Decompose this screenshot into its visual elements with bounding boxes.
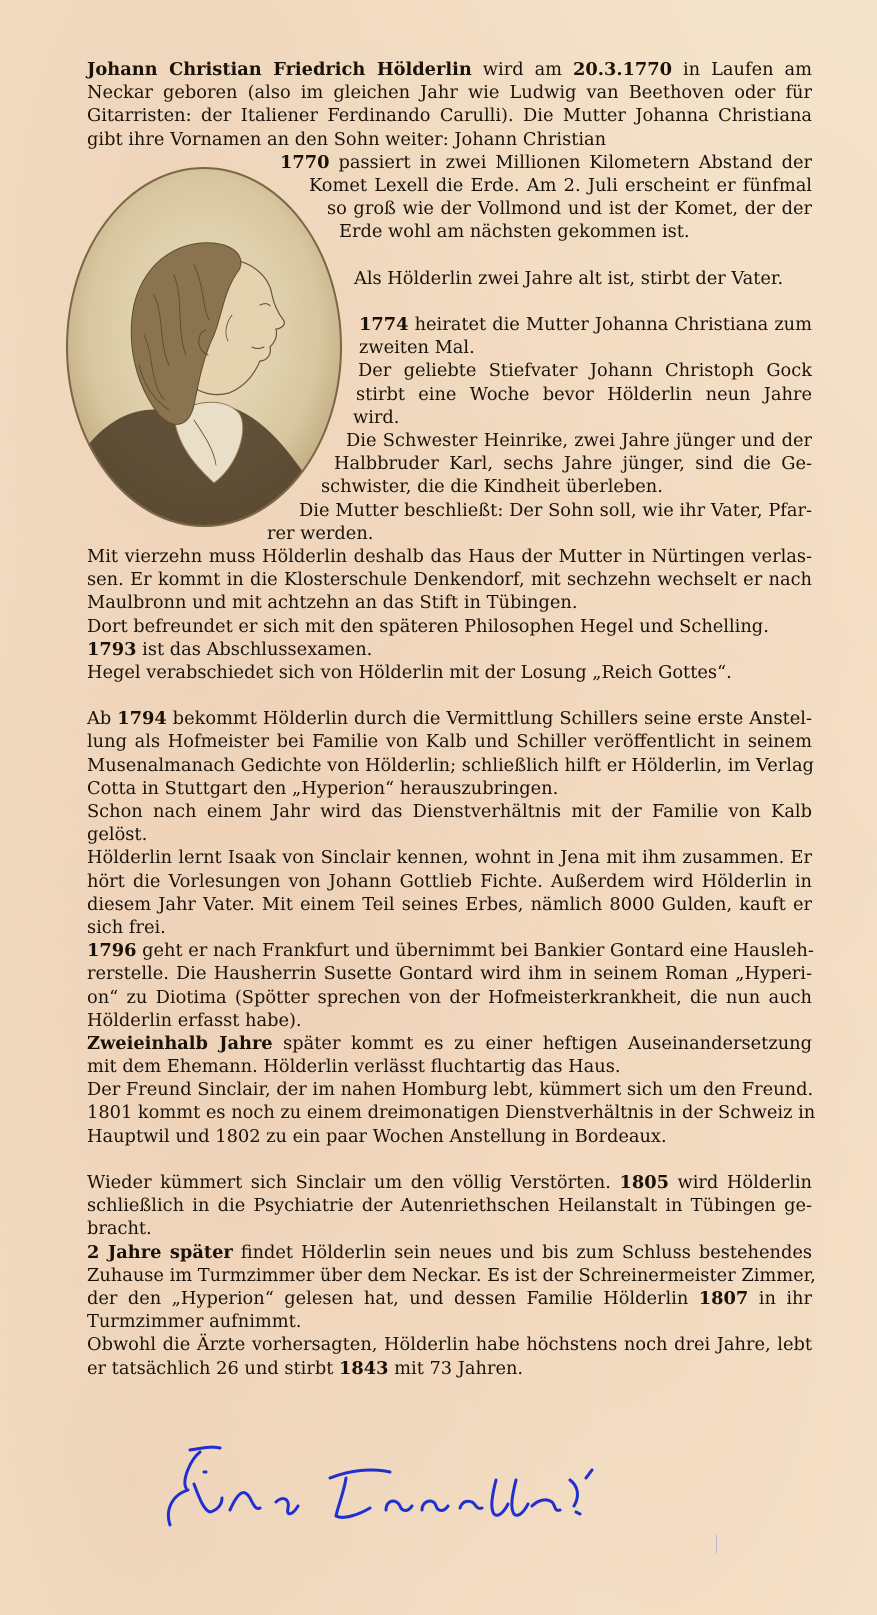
comet-line-1: 1770 passiert in zwei Millionen Kilometern Abstand der bbox=[280, 151, 812, 173]
exam-year: 1793 bbox=[87, 638, 137, 660]
schiller-line-1: Ab 1794 bekommt Hölderlin durch die Vermittlung Schillers seine erste Anstel- bbox=[87, 708, 812, 730]
intro-line-2: Neckar geboren (also im gleichen Jahr wie Ludwig van Beethoven oder für bbox=[87, 82, 812, 104]
tower-line-3: bracht. bbox=[87, 1218, 152, 1240]
frankfurt-line-9: Hauptwil und 1802 zu ein paar Wochen Anstellung in Bordeaux. bbox=[87, 1125, 667, 1147]
comet-line-3: so groß wie der Vollmond und ist der Komet, der der bbox=[327, 198, 812, 220]
tower-line-5: Zuhause im Turmzimmer über dem Neckar. Es ist der Schreinermeister Zimmer, bbox=[87, 1264, 816, 1286]
two-years-later: 2 Jahre später bbox=[87, 1241, 233, 1263]
year-1807: 1807 bbox=[698, 1287, 749, 1309]
remarriage-line-1: 1774 heiratet die Mutter Johanna Christiana zum bbox=[359, 314, 812, 336]
schiller-year: 1794 bbox=[117, 708, 167, 730]
tower-line-9: er tatsächlich 26 und stirbt 1843 mit 73 Jahren. bbox=[87, 1357, 524, 1379]
frankfurt-line-7: Der Freund Sinclair, der im nahen Homburg lebt, kümmert sich um den Freund. bbox=[87, 1079, 814, 1101]
comet-year: 1770 bbox=[280, 151, 330, 173]
intro-line-3: Gitarristen: der Italiener Ferdinando Carulli). Die Mutter Johanna Christiana bbox=[87, 105, 812, 127]
father-line: Als Hölderlin zwei Jahre alt ist, stirbt der Vater. bbox=[354, 267, 784, 289]
remarriage-line-9: Die Mutter beschließt: Der Sohn soll, wie ihr Vater, Pfar- bbox=[299, 499, 812, 521]
remarriage-year: 1774 bbox=[359, 314, 409, 336]
remarriage-line-10: rer werden. bbox=[267, 522, 374, 544]
frankfurt-line-3: on“ zu Diotima (Spötter sprechen von der Hofmeisterkrankheit, die nun auch bbox=[87, 986, 812, 1008]
school-line-5: 1793 ist das Abschlussexamen. bbox=[87, 638, 373, 660]
schiller-line-5: Schon nach einem Jahr wird das Dienstverhältnis mit der Familie von Kalb bbox=[87, 801, 812, 822]
schiller-line-9: diesem Jahr Vater. Mit einem Teil seines Erbes, nämlich 8000 Gulden, kauft er bbox=[87, 893, 812, 915]
frankfurt-line-1: 1796 geht er nach Frankfurt und übernimmt bei Bankier Gontard eine Hausleh- bbox=[87, 940, 814, 962]
handwritten-signature bbox=[160, 1440, 690, 1560]
biography-text bbox=[87, 58, 816, 1380]
school-line-3: Maulbronn und mit achtzehn an das Stift in Tübingen. bbox=[87, 592, 578, 614]
frankfurt-line-8: 1801 kommt es noch zu einem dreimonatigen Dienstverhältnis in der Schweiz in bbox=[87, 1102, 816, 1124]
year-1843: 1843 bbox=[339, 1357, 389, 1379]
birth-date: 20.3.1770 bbox=[573, 59, 673, 80]
remarriage-line-4: stirbt eine Woche bevor Hölderlin neun Jahre bbox=[356, 383, 812, 405]
school-line-4: Dort befreundet er sich mit den späteren Philosophen Hegel und Schelling. bbox=[87, 615, 769, 637]
school-line-2: sen. Er kommt in die Klosterschule Denkendorf, mit sechzehn wechselt er nach bbox=[87, 569, 812, 591]
schiller-line-7: Hölderlin lernt Isaak von Sinclair kennen, wohnt in Jena mit ihm zusammen. Er bbox=[87, 847, 812, 869]
remarriage-line-5: wird. bbox=[353, 406, 400, 428]
school-line-1: Mit vierzehn muss Hölderlin deshalb das Haus der Mutter in Nürtingen verlas- bbox=[87, 545, 812, 567]
tower-line-2: schließlich in die Psychiatrie der Autenriethschen Heilanstalt in Tübingen ge- bbox=[87, 1195, 812, 1217]
remarriage-line-2: zweiten Mal. bbox=[359, 337, 475, 359]
remarriage-line-6: Die Schwester Heinrike, zwei Jahre jünger und der bbox=[346, 430, 812, 451]
pen-mark bbox=[716, 1535, 717, 1553]
hoelderlin-name: Johann Christian Friedrich Hölderlin bbox=[87, 59, 472, 80]
schiller-line-6: gelöst. bbox=[87, 824, 148, 846]
frankfurt-line-6: mit dem Ehemann. Hölderlin verlässt fluchtartig das Haus. bbox=[87, 1056, 621, 1078]
frankfurt-line-2: rerstelle. Die Hausherrin Susette Gontard wird ihm in seinem Roman „Hyperi- bbox=[87, 963, 812, 985]
year-1805: 1805 bbox=[619, 1172, 669, 1193]
frankfurt-year: 1796 bbox=[87, 940, 137, 962]
frankfurt-line-4: Hölderlin erfasst habe). bbox=[87, 1009, 302, 1031]
comet-line-4: Erde wohl am nächsten gekommen ist. bbox=[339, 221, 690, 243]
tower-line-4: 2 Jahre später findet Hölderlin sein neues und bis zum Schluss bestehendes bbox=[87, 1241, 812, 1263]
tower-line-6: der den „Hyperion“ gelesen hat, und dessen Familie Hölderlin 1807 in ihr bbox=[87, 1287, 812, 1309]
remarriage-line-3: Der geliebte Stiefvater Johann Christoph Gock bbox=[358, 360, 812, 382]
remarriage-line-8: schwister, die die Kindheit überleben. bbox=[321, 476, 663, 498]
schiller-line-3: Musenalmanach Gedichte von Hölderlin; schließlich hilft er Hölderlin, im Verlag bbox=[87, 754, 814, 776]
school-line-6: Hegel verabschiedet sich von Hölderlin mit der Losung „Reich Gottes“. bbox=[87, 661, 732, 683]
schiller-line-10: sich frei. bbox=[87, 916, 166, 938]
comet-line-2: Komet Lexell die Erde. Am 2. Juli erscheint er fünfmal bbox=[309, 174, 812, 196]
tower-line-8: Obwohl die Ärzte vorhersagten, Hölderlin habe höchstens noch drei Jahre, lebt bbox=[87, 1334, 812, 1356]
intro-line-4: gibt ihre Vornamen an den Sohn weiter: Johann Christian bbox=[87, 128, 607, 150]
two-half-years: Zweieinhalb Jahre bbox=[87, 1032, 273, 1054]
schiller-line-2: lung als Hofmeister bei Familie von Kalb und Schiller veröffentlicht in seinem bbox=[87, 731, 812, 753]
tower-line-1: Wieder kümmert sich Sinclair um den völlig Verstörten. 1805 wird Hölderlin bbox=[87, 1172, 812, 1193]
frankfurt-line-5: Zweieinhalb Jahre später kommt es zu einer heftigen Auseinandersetzung bbox=[87, 1032, 812, 1054]
tower-line-7: Turmzimmer aufnimmt. bbox=[87, 1311, 302, 1333]
schiller-line-4: Cotta in Stuttgart den „Hyperion“ herauszubringen. bbox=[87, 777, 559, 799]
remarriage-line-7: Halbbruder Karl, sechs Jahre jünger, sind die Ge- bbox=[334, 453, 812, 475]
schiller-line-8: hört die Vorlesungen von Johann Gottlieb Fichte. Außerdem wird Hölderlin in bbox=[87, 870, 812, 892]
intro-line-1: Johann Christian Friedrich Hölderlin wird am 20.3.1770 in Laufen am bbox=[87, 59, 812, 80]
